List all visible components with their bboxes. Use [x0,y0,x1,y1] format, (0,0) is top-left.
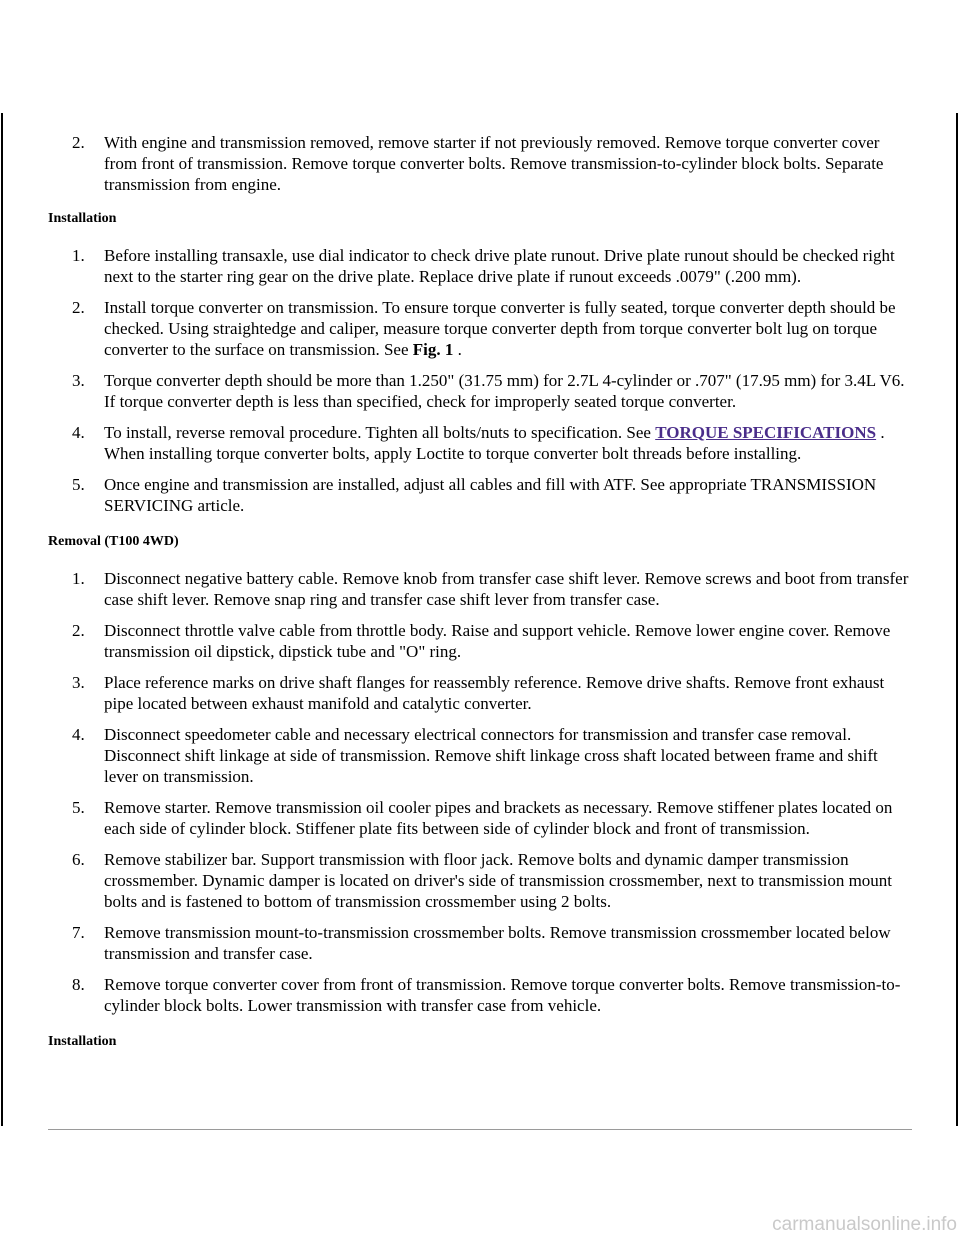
list-item: 4. To install, reverse removal procedure. Tighten all bolts/nuts to specification. See TORQUE SPECIFICATIONS . When installing torque converter bolts, apply Loctite to torque converter bolt threads before installing. [72,423,885,463]
page-bottom-divider [48,1129,912,1130]
list-item: 4. Disconnect speedometer cable and necessary electrical connectors for transmission and transfer case removal. Disconnect shift linkage at side of transmission. Remove shift linkage cross shaft located between frame and shift lever on transmission. [72,725,878,786]
list-item: 2. Disconnect throttle valve cable from throttle body. Raise and support vehicle. Remove lower engine cover. Remove transmission oil dipstick, dipstick tube and "O" ring. [72,621,891,661]
list-item: 5. Remove starter. Remove transmission oil cooler pipes and brackets as necessary. Remove stiffener plates located on each side of cylinder block. Stiffener plate fits between side of cylinder block and front of transmission. [72,798,893,838]
section-heading-installation-2: Installation [48,1034,117,1049]
page-right-border [956,113,958,1126]
list-item: 1. Before installing transaxle, use dial indicator to check drive plate runout. Drive plate runout should be checked right next to the starter ring gear on the drive plate. Replace drive plate if runout exceeds .0079" (.200 mm). [72,246,895,286]
step-list-removal [48,568,912,1016]
watermark-text: carmanualsonline.info [772,1214,957,1235]
torque-specifications-link[interactable]: TORQUE SPECIFICATIONS [655,423,877,442]
list-item: 8. Remove torque converter cover from front of transmission. Remove torque converter bolts. Remove transmission-to-cylinder block bolts. Lower transmission with transfer case from vehicle. [72,975,901,1015]
page-left-border [1,113,3,1126]
list-item: 2. With engine and transmission removed, remove starter if not previously removed. Remove torque converter cover from front of transmission. Remove torque converter bolts. Remove transmission-to-cylinder block bolts. Separate transmission from engine. [72,133,884,194]
step-list-removal-continued [48,132,912,195]
list-item: 1. Disconnect negative battery cable. Remove knob from transfer case shift lever. Remove screws and boot from transfer case shift lever. Remove snap ring and transfer case shift lever from transfer case. [72,569,909,609]
list-item: 5. Once engine and transmission are installed, adjust all cables and fill with ATF. See appropriate TRANSMISSION SERVICING article. [72,475,877,515]
list-item: 2. Install torque converter on transmission. To ensure torque converter is fully seated, torque converter depth should be checked. Using straightedge and caliper, measure torque converter depth from torque converter bolt lug on torque converter to the surface on transmission. See Fig. 1 . [72,298,896,359]
list-item: 6. Remove stabilizer bar. Support transmission with floor jack. Remove bolts and dynamic damper transmission crossmember. Dynamic damper is located on driver's side of transmission crossmember, next to transmission mount bolts and is fastened to bottom of transmission crossmember using 2 bolts. [72,850,893,911]
section-heading-installation: Installation [48,211,117,226]
step-list-installation [48,245,912,516]
document-page [48,132,912,1050]
figure-reference: Fig. 1 [412,340,454,359]
section-heading-removal: Removal (T100 4WD) [48,534,179,549]
list-item: 7. Remove transmission mount-to-transmission crossmember bolts. Remove transmission crossmember located below transmission and transfer case. [72,923,891,963]
list-item: 3. Torque converter depth should be more than 1.250" (31.75 mm) for 2.7L 4-cylinder or .707" (17.95 mm) for 3.4L V6. If torque converter depth is less than specified, check for improperly seated torque converter. [72,371,905,411]
list-item: 3. Place reference marks on drive shaft flanges for reassembly reference. Remove drive shafts. Remove front exhaust pipe located between exhaust manifold and catalytic converter. [72,673,885,713]
